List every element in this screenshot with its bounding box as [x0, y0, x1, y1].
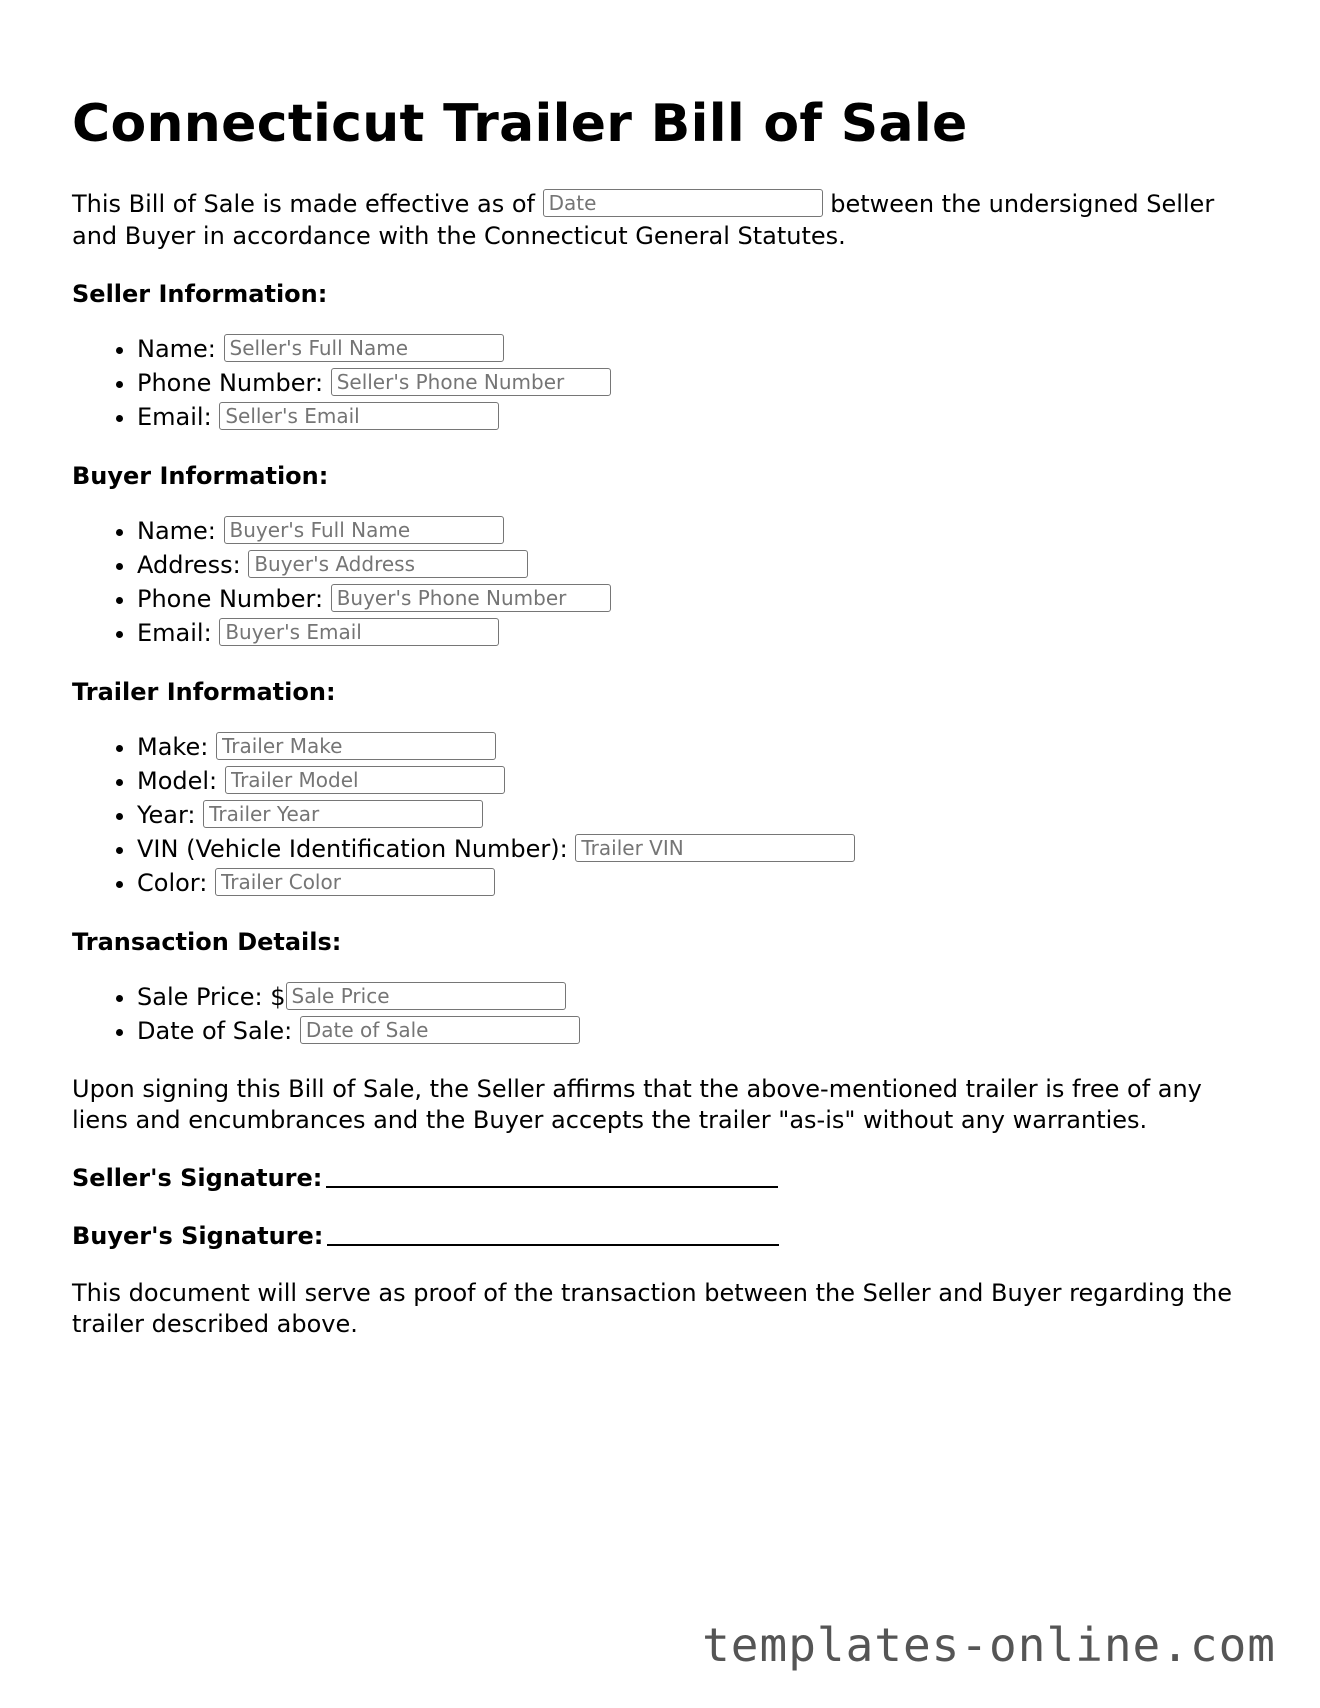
seller-name-label: Name:: [137, 335, 216, 363]
seller-name-input[interactable]: [224, 334, 504, 362]
transaction-field-list: [72, 980, 1248, 1048]
trailer-make-item: [137, 730, 1248, 764]
seller-email-label: Email:: [137, 403, 212, 431]
buyer-name-label: Name:: [137, 517, 216, 545]
trailer-model-item: [137, 764, 1248, 798]
trailer-year-item: [137, 798, 1248, 832]
trailer-color-input[interactable]: [215, 868, 495, 896]
buyer-address-input[interactable]: [248, 550, 528, 578]
trailer-make-input[interactable]: [216, 732, 496, 760]
seller-phone-item: [137, 366, 1248, 400]
buyer-address-item: [137, 548, 1248, 582]
buyer-field-list: [72, 514, 1248, 650]
buyer-phone-input[interactable]: [331, 584, 611, 612]
trailer-vin-item: [137, 832, 1248, 866]
transaction-section-heading: Transaction Details:: [72, 928, 342, 956]
seller-email-item: [137, 400, 1248, 434]
seller-signature-row: [72, 1162, 1248, 1194]
intro-text-before: This Bill of Sale is made effective as of: [72, 190, 535, 218]
sale-price-label: Sale Price: $: [137, 983, 286, 1011]
seller-name-item: [137, 332, 1248, 366]
trailer-vin-label: VIN (Vehicle Identification Number):: [137, 835, 568, 863]
buyer-address-label: Address:: [137, 551, 241, 579]
trailer-year-input[interactable]: [203, 800, 483, 828]
trailer-model-label: Model:: [137, 767, 218, 795]
buyer-email-item: [137, 616, 1248, 650]
buyer-signature-label: Buyer's Signature:: [72, 1222, 324, 1250]
trailer-field-list: [72, 730, 1248, 900]
buyer-name-input[interactable]: [224, 516, 504, 544]
sale-price-item: [137, 980, 1248, 1014]
intro-text-after: between the undersigned Seller and Buyer in accordance with the Connecticut General Statutes.: [72, 190, 1215, 250]
date-of-sale-item: [137, 1014, 1248, 1048]
buyer-phone-label: Phone Number:: [137, 585, 324, 613]
buyer-signature-row: [72, 1220, 1248, 1252]
watermark-text: templates-online.com: [702, 1618, 1276, 1672]
buyer-section-heading: Buyer Information:: [72, 462, 329, 490]
buyer-name-item: [137, 514, 1248, 548]
seller-signature-label: Seller's Signature:: [72, 1164, 323, 1192]
buyer-email-input[interactable]: [219, 618, 499, 646]
seller-field-list: [72, 332, 1248, 434]
date-of-sale-input[interactable]: [300, 1016, 580, 1044]
buyer-phone-item: [137, 582, 1248, 616]
trailer-color-label: Color:: [137, 869, 208, 897]
affirmation-paragraph: Upon signing this Bill of Sale, the Seller affirms that the above-mentioned trailer is free of any liens and encumbrances and the Buyer accepts the trailer "as-is" without any warranties.: [72, 1075, 1202, 1134]
seller-email-input[interactable]: [219, 402, 499, 430]
effective-date-input[interactable]: [543, 189, 823, 217]
intro-paragraph: [72, 188, 1248, 252]
trailer-model-input[interactable]: [225, 766, 505, 794]
document-title: Connecticut Trailer Bill of Sale: [72, 94, 968, 154]
document-page: [72, 88, 1248, 1340]
seller-section-heading: Seller Information:: [72, 280, 328, 308]
trailer-color-item: [137, 866, 1248, 900]
trailer-make-label: Make:: [137, 733, 209, 761]
buyer-email-label: Email:: [137, 619, 212, 647]
trailer-year-label: Year:: [137, 801, 196, 829]
seller-signature-line[interactable]: [326, 1164, 778, 1188]
buyer-signature-line[interactable]: [327, 1222, 779, 1246]
trailer-vin-input[interactable]: [575, 834, 855, 862]
sale-price-input[interactable]: [286, 982, 566, 1010]
trailer-section-heading: Trailer Information:: [72, 678, 336, 706]
seller-phone-input[interactable]: [331, 368, 611, 396]
date-of-sale-label: Date of Sale:: [137, 1017, 293, 1045]
closing-paragraph: This document will serve as proof of the transaction between the Seller and Buyer regarding the trailer described above.: [72, 1279, 1233, 1338]
seller-phone-label: Phone Number:: [137, 369, 324, 397]
